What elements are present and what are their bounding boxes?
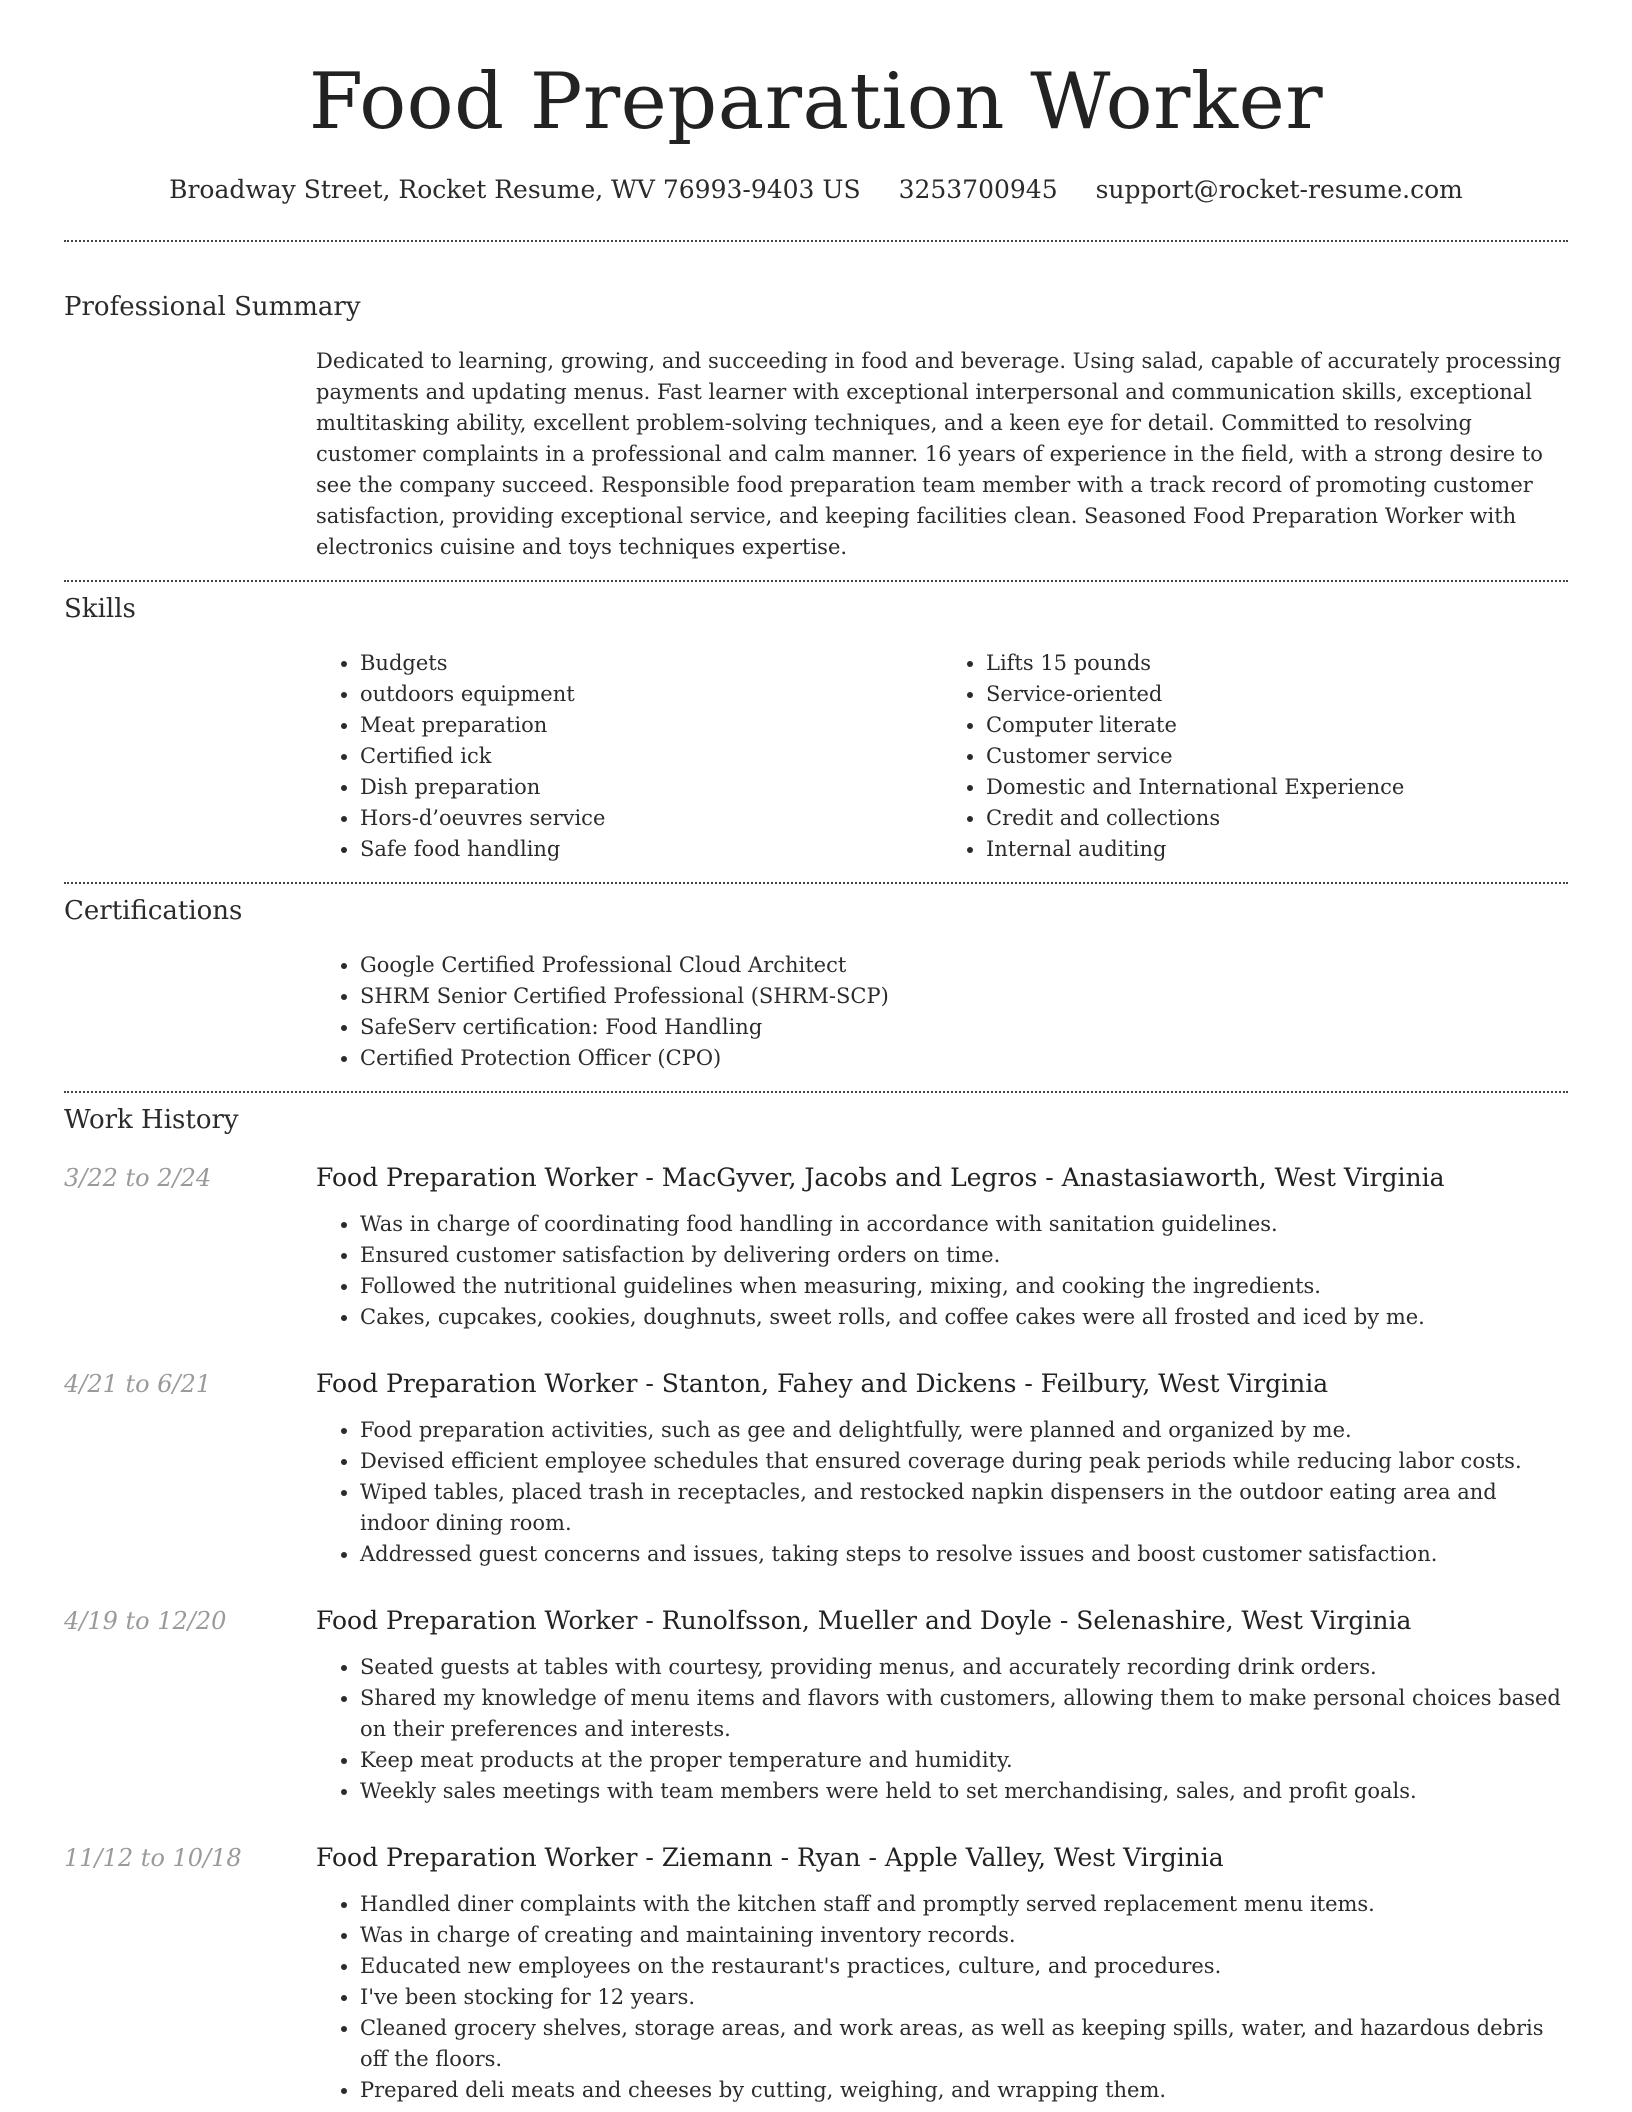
skill-item: • Meat preparation bbox=[360, 710, 942, 741]
skill-item: • Budgets bbox=[360, 648, 942, 679]
skill-item: • Certified ick bbox=[360, 741, 942, 772]
summary-section bbox=[64, 242, 1568, 563]
contact-email: support@rocket-resume.com bbox=[1095, 175, 1463, 204]
skill-item: • Domestic and International Experience bbox=[986, 772, 1568, 803]
section-title-skills: Skills bbox=[64, 594, 136, 624]
job-bullet: • Weekly sales meetings with team members were held to set merchandising, sales, and profit goals. bbox=[360, 1776, 1568, 1807]
skill-item: • Computer literate bbox=[986, 710, 1568, 741]
skill-item: • Safe food handling bbox=[360, 834, 942, 865]
job-details bbox=[316, 1841, 1568, 2106]
skill-item: • outdoors equipment bbox=[360, 679, 942, 710]
certification-item: • SafeServ certification: Food Handling bbox=[360, 1012, 1568, 1043]
job-dates: 4/21 to 6/21 bbox=[64, 1370, 212, 1398]
skills-section bbox=[64, 582, 1568, 865]
job-entry bbox=[64, 1367, 1568, 1570]
work-history-section bbox=[64, 1093, 1568, 2106]
job-bullets bbox=[316, 1889, 1568, 2106]
job-bullet: • Was in charge of creating and maintaining inventory records. bbox=[360, 1920, 1568, 1951]
certifications-body bbox=[316, 950, 1568, 1074]
skill-item: • Hors-d’oeuvres service bbox=[360, 803, 942, 834]
skill-item: • Service-oriented bbox=[986, 679, 1568, 710]
job-title: Food Preparation Worker - Runolfsson, Mueller and Doyle - Selenashire, West Virginia bbox=[316, 1606, 1412, 1635]
job-bullet: • Devised efficient employee schedules that ensured coverage during peak periods while reducing labor costs. bbox=[360, 1446, 1568, 1477]
job-title: Food Preparation Worker - Stanton, Fahey and Dickens - Feilbury, West Virginia bbox=[316, 1369, 1329, 1398]
job-bullet: • Prepared deli meats and cheeses by cutting, weighing, and wrapping them. bbox=[360, 2075, 1568, 2106]
job-bullet: • Cleaned grocery shelves, storage areas, and work areas, as well as keeping spills, water, and hazardous debris off the floors. bbox=[360, 2013, 1568, 2075]
job-bullet: • Wiped tables, placed trash in receptacles, and restocked napkin dispensers in the outdoor eating area and indoor dining room. bbox=[360, 1477, 1568, 1539]
skills-list-left bbox=[316, 648, 942, 865]
skills-list-right bbox=[942, 648, 1568, 865]
section-title-certifications: Certifications bbox=[64, 896, 243, 926]
resume-name: Food Preparation Worker bbox=[308, 57, 1324, 147]
job-dates: 4/19 to 12/20 bbox=[64, 1607, 227, 1635]
certifications-list bbox=[316, 950, 1568, 1074]
summary-text: Dedicated to learning, growing, and succeeding in food and beverage. Using salad, capable of accurately processing payments and updating menus. Fast learner with exceptional interpersonal and communication skills, exceptional multitasking ability, excellent problem-solving techniques, and a keen eye for detail. Committed to resolving customer complaints in a professional and calm manner. 16 years of experience in the field, with a strong desire to see the company succeed. Responsible food preparation team member with a track record of promoting customer satisfaction, providing exceptional service, and keeping facilities clean. Seasoned Food Preparation Worker with electronics cuisine and toys techniques expertise. bbox=[316, 349, 1562, 559]
job-details bbox=[316, 1367, 1568, 1570]
job-details bbox=[316, 1161, 1568, 1333]
job-bullet: • I've been stocking for 12 years. bbox=[360, 1982, 1568, 2013]
contact-address: Broadway Street, Rocket Resume, WV 76993-9403 US bbox=[169, 175, 861, 204]
skill-item: • Internal auditing bbox=[986, 834, 1568, 865]
job-bullets bbox=[316, 1209, 1568, 1333]
job-details bbox=[316, 1604, 1568, 1807]
skill-item: • Lifts 15 pounds bbox=[986, 648, 1568, 679]
skill-item: • Credit and collections bbox=[986, 803, 1568, 834]
certification-item: • SHRM Senior Certified Professional (SHRM-SCP) bbox=[360, 981, 1568, 1012]
contact-phone: 3253700945 bbox=[898, 175, 1058, 204]
job-bullet: • Educated new employees on the restaurant's practices, culture, and procedures. bbox=[360, 1951, 1568, 1982]
job-entry bbox=[64, 1841, 1568, 2106]
certifications-section bbox=[64, 884, 1568, 1074]
job-dates: 3/22 to 2/24 bbox=[64, 1164, 212, 1192]
certification-item: • Certified Protection Officer (CPO) bbox=[360, 1043, 1568, 1074]
job-bullet: • Food preparation activities, such as gee and delightfully, were planned and organized by me. bbox=[360, 1415, 1568, 1446]
skill-item: • Dish preparation bbox=[360, 772, 942, 803]
job-title: Food Preparation Worker - Ziemann - Ryan - Apple Valley, West Virginia bbox=[316, 1843, 1224, 1872]
job-bullet: • Shared my knowledge of menu items and flavors with customers, allowing them to make personal choices based on their preferences and interests. bbox=[360, 1683, 1568, 1745]
job-bullet: • Keep meat products at the proper temperature and humidity. bbox=[360, 1745, 1568, 1776]
contact-line bbox=[64, 174, 1568, 206]
skill-item: • Customer service bbox=[986, 741, 1568, 772]
job-bullet: • Seated guests at tables with courtesy, providing menus, and accurately recording drink orders. bbox=[360, 1652, 1568, 1683]
section-title-work-history: Work History bbox=[64, 1105, 239, 1135]
job-dates: 11/12 to 10/18 bbox=[64, 1844, 242, 1872]
job-bullet: • Cakes, cupcakes, cookies, doughnuts, sweet rolls, and coffee cakes were all frosted and iced by me. bbox=[360, 1302, 1568, 1333]
job-bullets bbox=[316, 1415, 1568, 1570]
section-title-summary: Professional Summary bbox=[64, 292, 361, 322]
certification-item: • Google Certified Professional Cloud Architect bbox=[360, 950, 1568, 981]
job-bullet: • Followed the nutritional guidelines when measuring, mixing, and cooking the ingredients. bbox=[360, 1271, 1568, 1302]
job-bullet: • Handled diner complaints with the kitchen staff and promptly served replacement menu items. bbox=[360, 1889, 1568, 1920]
job-bullet: • Ensured customer satisfaction by delivering orders on time. bbox=[360, 1240, 1568, 1271]
job-bullet: • Was in charge of coordinating food handling in accordance with sanitation guidelines. bbox=[360, 1209, 1568, 1240]
job-entry bbox=[64, 1161, 1568, 1333]
summary-body bbox=[316, 346, 1568, 563]
job-title: Food Preparation Worker - MacGyver, Jacobs and Legros - Anastasiaworth, West Virginia bbox=[316, 1163, 1445, 1192]
job-entry bbox=[64, 1604, 1568, 1807]
job-bullets bbox=[316, 1652, 1568, 1807]
job-bullet: • Addressed guest concerns and issues, taking steps to resolve issues and boost customer satisfaction. bbox=[360, 1539, 1568, 1570]
skills-grid bbox=[316, 648, 1568, 865]
